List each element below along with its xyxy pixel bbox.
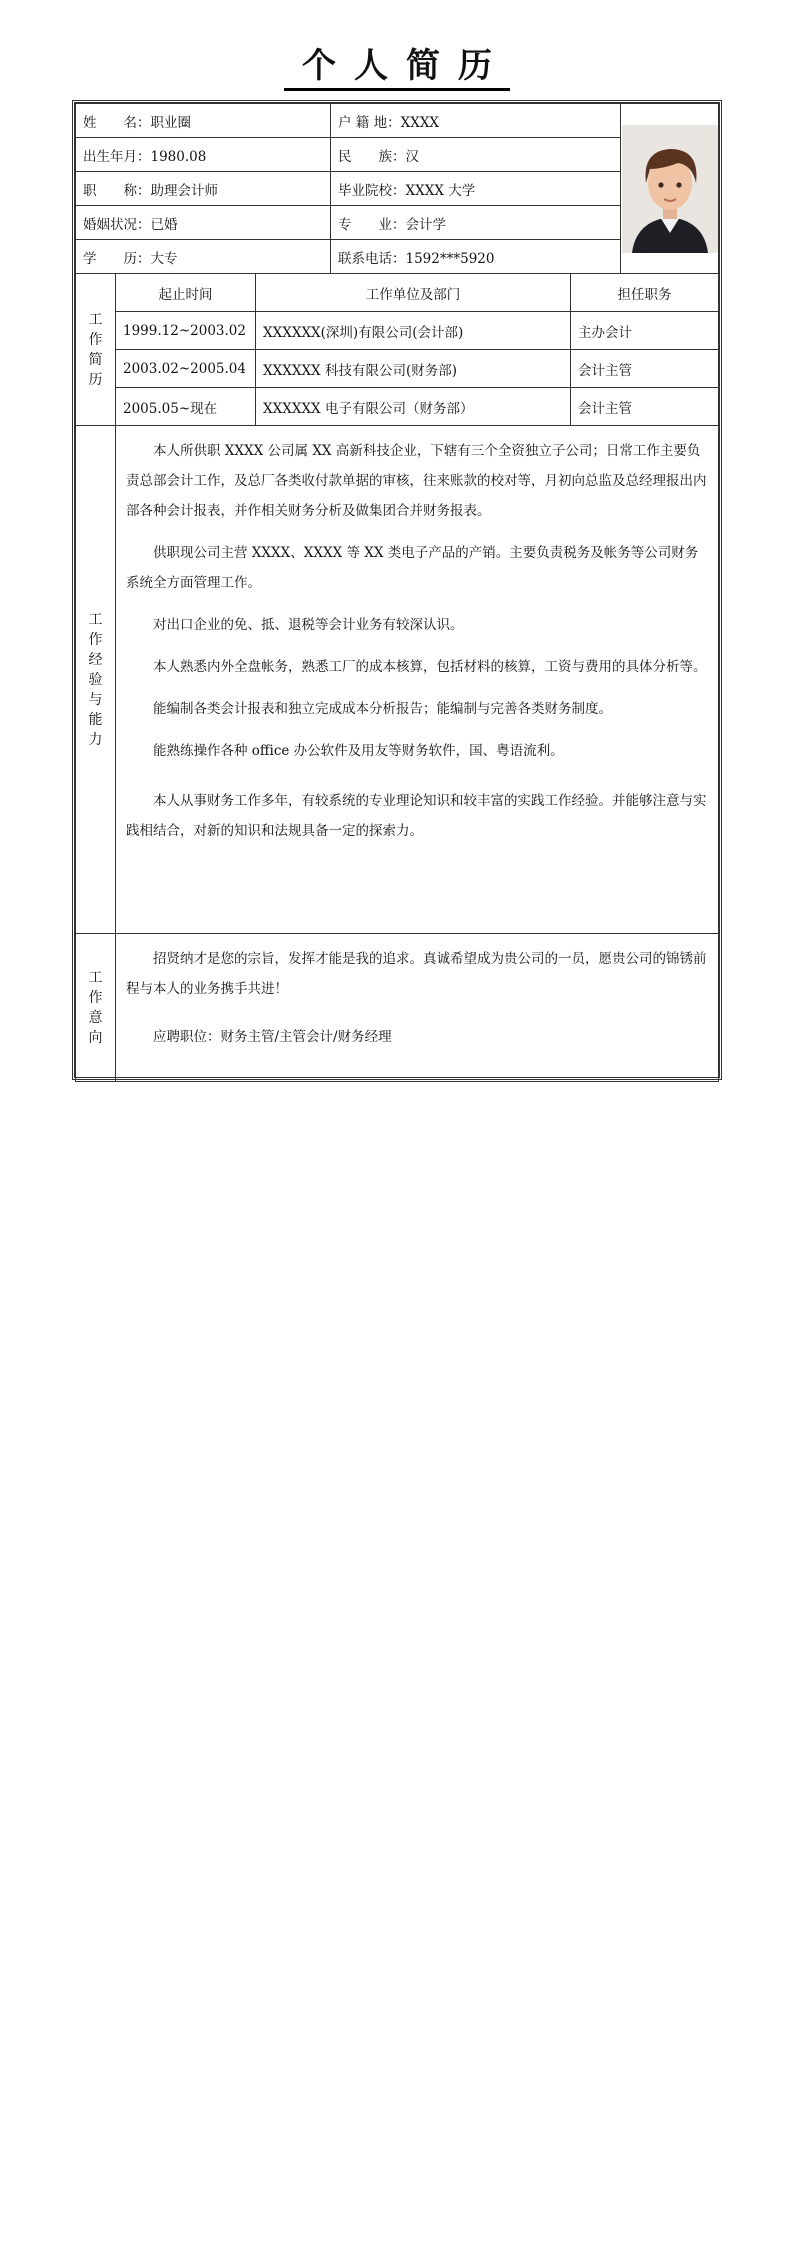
work-history-table — [75, 273, 719, 426]
intent-statement: 招贤纳才是您的宗旨，发挥才能是我的追求。真诚希望成为贵公司的一员，愿贵公司的锦锈前程与本人的业务携手共进！ — [126, 951, 707, 997]
education-field: 学 历：大专 — [76, 240, 331, 274]
page-title: 个人简历 — [0, 38, 794, 87]
basic-info-table — [75, 103, 719, 274]
header-position: 担任职务 — [571, 274, 719, 312]
intent-table — [75, 933, 719, 1082]
intent-label: 工 作 意 向 — [76, 934, 116, 1082]
experience-paragraph: 本人熟悉内外全盘帐务，熟悉工厂的成本核算，包括材料的核算，工资与费用的具体分析等。 — [153, 659, 707, 675]
nation-field: 民 族：汉 — [331, 138, 621, 172]
experience-paragraph: 本人所供职 XXXX 公司属 XX 高新科技企业，下辖有三个全资独立子公司；日常工作主要负责总部会计工作，及总厂各类收付款单据的审核，往来账款的校对等，月初向总监及总经理报出内部各种会计报表，并作相关财务分析及做集团合并财务报表。 — [126, 443, 707, 519]
major-field: 专 业：会计学 — [331, 206, 621, 240]
birth-field: 出生年月：1980.08 — [76, 138, 331, 172]
experience-paragraph: 供职现公司主营 XXXX、XXXX 等 XX 类电子产品的产销。主要负责税务及帐务等公司财务系统全方面管理工作。 — [126, 545, 699, 591]
school-field: 毕业院校：XXXX 大学 — [331, 172, 621, 206]
title-field: 职 称：助理会计师 — [76, 172, 331, 206]
work-history-label: 工 作 简 历 — [76, 274, 116, 426]
intent-position: 应聘职位：财务主管/主管会计/财务经理 — [153, 1029, 392, 1045]
experience-paragraph: 本人从事财务工作多年，有较系统的专业理论知识和较丰富的实践工作经验。并能够注意与实践相结合，对新的知识和法规具备一定的探索力。 — [126, 793, 707, 839]
resume-sheet — [72, 100, 722, 1080]
header-period: 起止时间 — [116, 274, 256, 312]
header-company: 工作单位及部门 — [256, 274, 571, 312]
experience-paragraph: 对出口企业的免、抵、退税等会计业务有较深认识。 — [153, 617, 464, 633]
table-row: 1999.12~2003.02 XXXXXX(深圳)有限公司(会计部) 主办会计 — [76, 312, 719, 350]
experience-paragraph: 能熟练操作各种 office 办公软件及用友等财务软件，国、粤语流利。 — [153, 743, 564, 759]
intent-content — [116, 934, 719, 1082]
name-field: 姓 名：职业圈 — [76, 104, 331, 138]
table-row: 2003.02~2005.04 XXXXXX 科技有限公司(财务部) 会计主管 — [76, 350, 719, 388]
table-row: 2005.05~现在 XXXXXX 电子有限公司（财务部） 会计主管 — [76, 388, 719, 426]
avatar — [622, 125, 718, 253]
experience-paragraph: 能编制各类会计报表和独立完成成本分析报告；能编制与完善各类财务制度。 — [153, 701, 612, 717]
experience-content — [116, 426, 719, 934]
experience-table — [75, 425, 719, 934]
photo-cell — [621, 104, 719, 274]
phone-field: 联系电话：1592***5920 — [331, 240, 621, 274]
experience-label: 工 作 经 验 与 能 力 — [76, 426, 116, 934]
marriage-field: 婚姻状况：已婚 — [76, 206, 331, 240]
huji-field: 户 籍 地：XXXX — [331, 104, 621, 138]
